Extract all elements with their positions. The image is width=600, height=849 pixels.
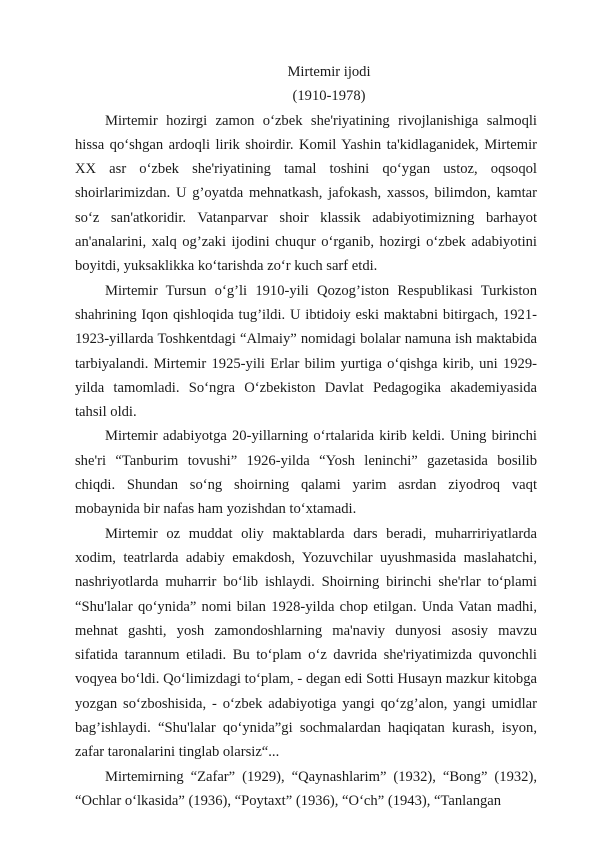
paragraph-5: Mirtemirning “Zafar” (1929), “Qaynashlarim” (1932), “Bong” (1932), “Ochlar o‘lkasida” (1936), “Poytaxt” (1936), “O‘ch” (1943), “Tanlangan (75, 768, 537, 809)
paragraph-4: Mirtemir oz muddat oliy maktablarda dars beradi, muharririyatlarda xodim, teatrlarda adabiy emakdosh, Yozuvchilar uyushmasida maslahatchi, nashriyotlarda muharrir bo‘lib ishlaydi. Shoirning birinchi she'rlar to‘plami “Shu'lalar qo‘ynida” nomi bilan 1928-yilda chop etilgan. Unda Vatan madhi, mehnat gashti, yosh zamondoshlarning ma'naviy dunyosi asosiy mavzu sifatida tarannum etiladi. Bu to‘plam o‘z davrida she'riyatimizda quvonchli voqyea bo‘ldi. Qo‘limizdagi to‘plam, - degan edi Sotti Husayn mazkur kitobga yozgan so‘zboshisida, - o‘zbek adabiyotiga yangi qo‘zg’alon, yangi umidlar bag’ishlaydi. “Shu'lalar qo‘ynida”gi sochmalardan haqiqatan kurash, isyon, zafar taronalarini tinglab olarsiz“... (75, 525, 537, 761)
paragraph-2: Mirtemir Tursun o‘g’li 1910-yili Qozog’iston Respublikasi Turkiston shahrining Iqon qishloqida tug’ildi. U ibtidoiy eski maktabni bitirgach, 1921-1923-yillarda Toshkentdagi “Almaiy” nomidagi bolalar namuna ish maktabida tarbiyalandi. Mirtemir 1925-yili Erlar bilim yurtiga o‘qishga kirib, uni 1929-yilda tamomladi. So‘ngra O‘zbekiston Davlat Pedagogika akademiyasida tahsil oldi. (75, 282, 537, 421)
document-title: Mirtemir ijodi (287, 64, 371, 80)
paragraph-3: Mirtemir adabiyotga 20-yillarning o‘rtalarida kirib keldi. Uning birinchi she'ri “Tanburim tovushi” 1926-yilda “Yosh leninchi” gazetasida bosilib chiqdi. Shundan so‘ng shoirning qalami yarim asrdan ziyodroq vaqt mobaynida bir nafas ham yozishdan to‘xtamadi. (75, 428, 537, 518)
paragraph-1: Mirtemir hozirgi zamon o‘zbek she'riyatining rivojlanishiga salmoqli hissa qo‘shgan ardoqli lirik shoirdir. Komil Yashin ta'kidlaganidek, Mirtemir XX asr o‘zbek she'riyatining tamal toshini qo‘ygan ustoz, oqsoqol shoirlarimizdan. U g’oyatda mehnatkash, jafokash, xassos, bilimdon, kamtar so‘z san'atkoridir. Vatanparvar shoir klassik adabiyotimizning barhayot an'analarini, xalq og’zaki ijodini chuqur o‘rganib, hozirgi o‘zbek adabiyotini boyitdi, yuksaklikka ko‘tarishda zo‘r kuch sarf etdi. (75, 112, 537, 275)
document-years: (1910-1978) (292, 88, 366, 105)
